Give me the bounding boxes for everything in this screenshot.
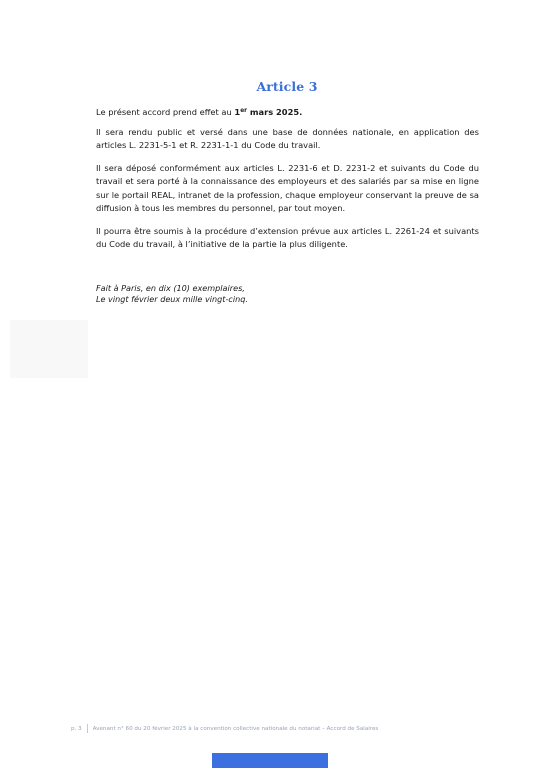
paragraph-publication: Il sera rendu public et versé dans une base de données nationale, en application des articles L. 2231-5-1 et R. 2231-1-1 du Code du travail. <box>96 127 479 151</box>
footer-separator <box>87 724 88 733</box>
effective-date <box>234 107 302 117</box>
page-footer <box>71 724 378 733</box>
effective-date-suffix: er <box>240 108 247 114</box>
effective-date-day: 1 <box>234 107 241 117</box>
article-title: Article 3 <box>256 79 318 94</box>
signature-block <box>96 283 248 306</box>
paragraph-effective-date-text: Le présent accord prend effet au <box>96 107 235 117</box>
paragraph-deposit: Il sera déposé conformément aux articles L. 2231-6 et D. 2231-2 et suivants du Code du travail et sera porté à la connaissance des employeurs et des salariés par sa mise en ligne sur le portail REAL, intranet de la profession, chaque employeur conservant la preuve de sa diffusion à tous les membres du personnel, par tout moyen. <box>96 163 479 214</box>
effective-date-month-year: mars 2025. <box>246 107 303 117</box>
footer-accent-bar <box>212 753 328 768</box>
signature-place: Fait à Paris, en dix (10) exemplaires, <box>96 283 245 293</box>
paragraph-extension: Il pourra être soumis à la procédure d’extension prévue aux articles L. 2261-24 et suivants du Code du travail, à l’initiative de la partie la plus diligente. <box>96 226 479 250</box>
page-number: p. 3 <box>71 726 82 732</box>
paragraph-effective-date <box>96 106 479 119</box>
signature-date: Le vingt février deux mille vingt-cinq. <box>96 294 248 305</box>
faded-image-area <box>10 320 88 378</box>
footer-text: Avenant n° 60 du 20 février 2025 à la convention collective nationale du notariat – Accord de Salaires <box>92 726 379 732</box>
